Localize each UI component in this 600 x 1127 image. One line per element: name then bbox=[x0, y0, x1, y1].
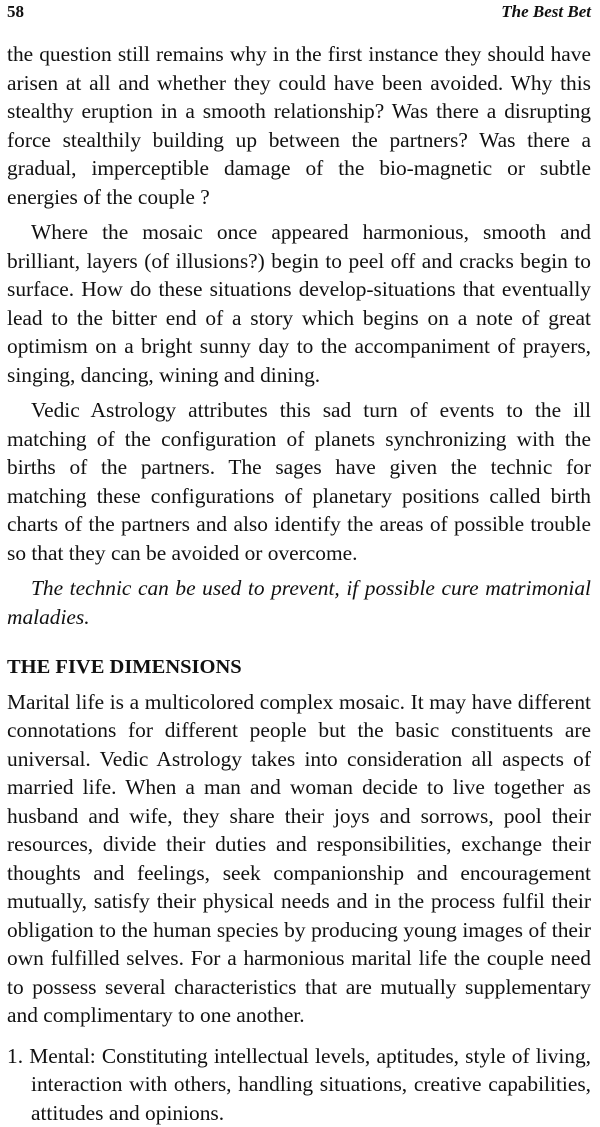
paragraph-technic-note: The technic can be used to prevent, if possible cure matrimonial maladies. bbox=[7, 574, 591, 631]
paragraph-continuation: the question still remains why in the first instance they should have arisen at all and whether they could have been avoided. Why this stealthy eruption in a smooth relationship? Was there a disrupting force stealthily building up between the partners? Was there a gradual, imperceptible damage of the bio-magnetic or subtle energies of the couple ? bbox=[7, 40, 591, 211]
running-title: The Best Bet bbox=[501, 2, 591, 22]
paragraph-marital-life: Marital life is a multicolored complex mosaic. It may have different connotations for different people but the basic constituents are universal. Vedic Astrology takes into consideration all aspects of married life. When a man and woman decide to live together as husband and wife, they share their joys and sorrows, pool their resources, divide their duties and responsibilities, exchange their thoughts and feelings, seek companionship and encouragement mutually, satisfy their physical needs and in the process fulfil their obligation to the human species by producing young images of their own fulfilled selves. For a harmonious marital life the couple need to possess several characteristics that are mutually supplementary and complimentary to one another. bbox=[7, 688, 591, 1030]
page-number: 58 bbox=[7, 2, 24, 22]
paragraph-mosaic: Where the mosaic once appeared harmonious, smooth and brilliant, layers (of illusions?) begin to peel off and cracks begin to surface. How do these situations develop-situations that eventually lead to the bitter end of a story which begins on a note of great optimism on a bright sunny day to the accompaniment of prayers, singing, dancing, wining and dining. bbox=[7, 218, 591, 389]
paragraph-vedic-astrology: Vedic Astrology attributes this sad turn of events to the ill matching of the configuration of planets synchronizing with the births of the partners. The sages have given the technic for matching these configurations of planetary positions called birth charts of the partners and also identify the areas of possible trouble so that they can be avoided or overcome. bbox=[7, 396, 591, 567]
body-text bbox=[7, 40, 591, 1127]
list-item-mental: 1. Mental: Constituting intellectual levels, aptitudes, style of living, interaction with others, handling situations, creative capabilities, attitudes and opinions. bbox=[7, 1042, 591, 1127]
section-heading: THE FIVE DIMENSIONS bbox=[7, 653, 591, 682]
running-head bbox=[7, 2, 591, 22]
